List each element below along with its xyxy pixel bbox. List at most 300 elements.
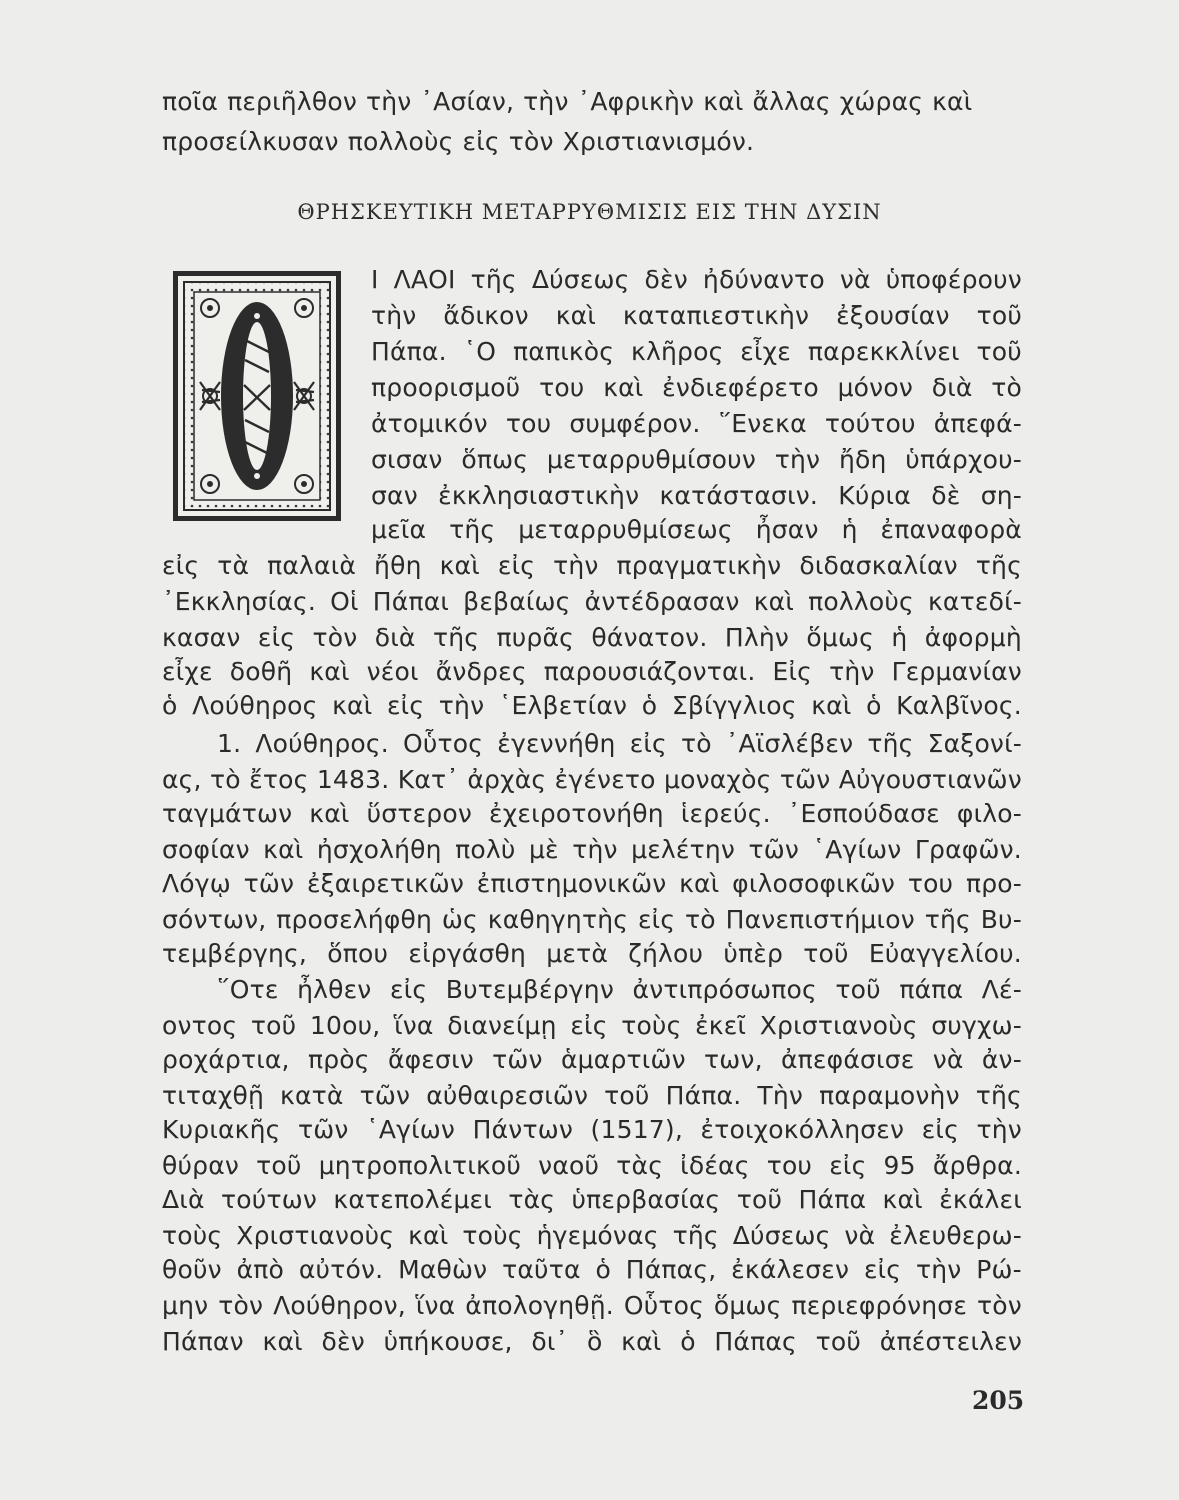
word: Βυτεμβέργην [445,975,614,1004]
word: ση- [980,481,1022,510]
word: Λέ- [981,975,1022,1004]
word: Λούθηρος [192,691,318,720]
word: ἤδη [838,445,887,474]
word: ἄφεσιν [387,1045,474,1074]
word: δι᾿ [531,1327,569,1356]
word: πάπα [899,975,964,1004]
word: καθηγητὴς [487,905,629,934]
word: καὶ [621,1327,662,1356]
word: ζήλου [628,939,704,968]
word: ἀντέδρασαν [584,587,740,616]
word: ὑπήκουσε, [383,1327,513,1356]
word: Πάπαν [162,1327,244,1356]
word: ῾Αγίων [812,835,902,864]
word: μεταρρυθμίσουν [546,445,757,474]
word: νέοι [366,657,419,686]
word: του [766,1151,813,1180]
text-line [371,444,1022,476]
word: προσελήφθη [276,905,433,934]
word: ὑποφέρουν [885,265,1022,294]
word: τὴν [976,1115,1022,1144]
word: μεῖα [371,515,427,544]
word: τοῦ [835,975,881,1004]
word: τῆς [975,1081,1022,1110]
word: 1. [217,729,242,758]
word: τοὺς [162,1221,223,1250]
word: ἔτος [249,765,309,794]
word: ῞Ενεκα [718,409,807,438]
word: τοῦ [976,337,1022,366]
word: διὰ [931,373,973,402]
word: καὶ [408,1221,449,1250]
word: Λούθηρος. [255,729,389,758]
word: Πάπας [714,1327,797,1356]
word: τὸν [508,127,554,156]
word: πολλοὺς [347,127,454,156]
word: ἦσαν [755,515,819,544]
word: ἐνδιεφέρετο [662,373,819,402]
word: Χριστιανισμόν. [562,127,755,156]
word: βεβαίως [463,587,571,616]
word: ΛΑΟΙ [393,265,456,294]
word: τῶν [359,1081,411,1110]
word: τὴν [774,445,821,474]
word: καὶ [332,691,373,720]
word: καὶ [882,1185,923,1214]
word: τὴν [829,657,875,686]
word: τὴν [553,551,599,580]
word: νὰ [932,1045,964,1074]
text-line [162,1044,1022,1076]
word: ὕστερον [366,799,473,828]
text-line [162,690,1022,722]
word: ἐγεννήθη [497,729,616,758]
word: ᾿Εκκλησίας. [162,587,317,616]
word: τὴν [915,1255,962,1284]
word: κατεπολέμει [333,1185,492,1214]
word: Εἰς [772,657,813,686]
word: τοὺς [621,1011,682,1040]
word: ῞Οτε [217,975,279,1004]
text-line [162,868,1022,900]
word: νὰ [844,1221,876,1250]
text-line [162,1326,1022,1358]
word: ἄδικον [443,301,529,330]
word: κλῆρος [631,337,724,366]
text-line [162,622,1022,654]
word: Πάπας, [625,1255,717,1284]
word: του [907,869,954,898]
word: εἶχε [162,657,213,686]
word: τοὺς [462,1221,523,1250]
word: ἀν- [981,1045,1022,1074]
word: παραμονὴν [819,1081,960,1110]
word: τῆς [672,1221,719,1250]
text-line [371,480,1022,512]
word: δὲ [931,481,961,510]
word: τοῦ [976,301,1022,330]
word: ἐχειροτονήθη [489,799,664,828]
page-number: 205 [972,1386,1025,1415]
word: τῆς [924,905,971,934]
word: ἰδέας [680,1151,750,1180]
word: ας, [162,765,202,794]
word: τὸ [210,765,241,794]
text-line [162,586,1022,618]
word: εἰς [162,551,200,580]
word: τὸν [312,623,358,652]
word: Καλβῖνος. [896,691,1022,720]
word: πραγματικὴν [616,551,782,580]
word: τὴν [371,301,417,330]
word: Διὰ [162,1185,205,1214]
word: τῆς [975,551,1022,580]
word: ἀντιπρόσωπος [632,975,817,1004]
word: ἐξουσίαν [836,301,950,330]
word: Σαξονί- [927,729,1022,758]
word: Γερμανίαν [891,657,1022,686]
word: θάνατον. [591,623,708,652]
word: τὰ [217,551,250,580]
word: ροχάρτια, [162,1045,290,1074]
word: ἐπιστημονικῶν [476,869,667,898]
word: κατεδί- [928,587,1022,616]
word: ἀπεφάσισε [780,1045,915,1074]
word: καὶ [811,691,852,720]
word: ταῦτα [502,1255,581,1284]
text-line [162,1254,1022,1286]
text-line [162,764,1022,796]
text-line [217,728,1022,760]
word: καὶ [263,835,304,864]
word: πρὸς [307,1045,370,1074]
word: τούτου [824,409,916,438]
word: ὅμως [713,1291,782,1320]
word: ἠσχολήθη [316,835,442,864]
word: Οὗτος [623,1291,705,1320]
word: σαν [371,481,418,510]
word: Οἱ [330,587,359,616]
word: 1483. [316,765,390,794]
word: κασαν [162,623,241,652]
text-line [162,1080,1022,1112]
word: διδασκαλίαν [799,551,958,580]
word: ἐπαναφορὰ [880,515,1022,544]
word: ὁ [866,691,882,720]
word: καὶ [555,301,596,330]
word: τὴν [365,87,412,116]
word: τιταχθῇ [162,1081,265,1110]
word: τὸ [991,373,1022,402]
text-line [162,904,1022,936]
word: ἀρχὰς [467,765,547,794]
word: καὶ [703,87,744,116]
word: του [539,373,585,402]
word: σοφίαν [162,835,250,864]
word: Πανεπιστήμιον [725,905,915,934]
word: μελέτην [631,835,736,864]
word: ὅμως [806,623,875,652]
word: παρουσιάζονται. [543,657,756,686]
word: ἄλλας [752,87,831,116]
word: Κυριακῆς [162,1115,281,1144]
word: Πάντων [472,1115,574,1144]
text-line [162,1220,1022,1252]
word: ἵνα [394,1011,434,1040]
ornamental-drop-cap [172,270,342,522]
word: τὰς [508,1185,556,1214]
word: δὲν [321,1327,365,1356]
word: τὸ [681,729,712,758]
text-line [162,86,1022,118]
word: μοναχὸς [664,765,772,794]
word: εἰς [629,729,667,758]
word: εἰς [386,691,425,720]
word: Σβίγγλιος [671,691,797,720]
text-line [371,408,1022,440]
word: Κύρια [838,481,911,510]
word: ἡ [841,515,858,544]
word: εἰς [921,1115,959,1144]
word: (1517), [590,1115,684,1144]
word: ποῖα [162,87,219,116]
word: εἰς [863,1255,902,1284]
word: τοῦ [815,1327,862,1356]
word: θύραν [162,1151,240,1180]
word: ῾Ελβετίαν [498,691,628,720]
word: σισαν [371,445,443,474]
word: Χριστιανοὺς [236,1221,395,1250]
word: εἰργάσθη [408,939,527,968]
word: τῆς [470,265,517,294]
word: προ- [965,869,1022,898]
word: ὑπερβασίας [571,1185,721,1214]
word: κατάστασιν. [659,481,819,510]
word: προσείλκυσαν [162,127,339,156]
word: τὸν [976,1291,1022,1320]
word: Ι [371,265,379,294]
word: Λούθηρον, [273,1291,406,1320]
word: Βυ- [980,905,1022,934]
word: ὅπως [461,445,529,474]
word: χώρας [839,87,924,116]
word: φιλοσοφικῶν [732,869,896,898]
word: θοῦν [162,1255,222,1284]
word: μὲ [528,835,559,864]
word: καὶ [262,1327,303,1356]
word: καὶ [753,587,794,616]
text-line [162,656,1022,688]
word: τὸν [218,1291,264,1320]
word: μόνον [837,373,913,402]
word: τὸ [685,905,716,934]
word: ᾿Αϊσλέβεν [725,729,854,758]
word: ἐκκλησιαστικὴν [438,481,640,510]
word: εἰς [570,1011,608,1040]
word: τῶν [492,1045,543,1074]
word: εἰς [637,905,676,934]
word: ὁ [680,1327,696,1356]
word: τοῦ [604,1081,650,1110]
word: ἐκεῖ [695,1011,747,1040]
text-line [371,372,1022,404]
word: παλαιὰ [267,551,357,580]
word: καὶ [309,799,350,828]
word: Τὴν [757,1081,804,1110]
word: συγχω- [931,1011,1022,1040]
word: ὁ [595,1255,611,1284]
text-line [162,1150,1022,1182]
word: τῆς [432,623,480,652]
word: ὡς [441,905,478,934]
word: ἐκάλει [939,1185,1022,1214]
word: ναοῦ [538,1151,600,1180]
word: 10ου, [309,1011,381,1040]
word: ἡ [891,623,908,652]
word: μην [162,1291,209,1320]
word: ὃ [586,1327,603,1356]
word: ἦλθεν [297,975,372,1004]
text-line [162,938,1022,970]
word: ὑπάρχου- [905,445,1022,474]
word: ἀπεφά- [933,409,1022,438]
word: μετὰ [546,939,609,968]
word: τούτων [221,1185,318,1214]
word: Κατ᾿ [397,765,459,794]
word: Δύσεως [531,265,630,294]
word: εἰς [497,551,536,580]
word: ἄρθρα. [932,1151,1022,1180]
word: Πλὴν [724,623,790,652]
word: ἀφορμὴ [924,623,1022,652]
word: συμφέρον. [569,409,701,438]
word: Οὗτος [403,729,484,758]
word: ἐλευθερω- [889,1221,1022,1250]
word: τὴν [438,691,485,720]
word: διὰ [374,623,416,652]
word: φιλο- [956,799,1022,828]
word: δὲν [644,265,688,294]
word: τῶν [779,765,831,794]
text-line [162,1010,1022,1042]
word: Δύσεως [732,1221,831,1250]
word: ἀπέστειλεν [879,1327,1022,1356]
word: ἀπὸ [236,1255,285,1284]
word: ἐτοιχοκόλλησεν [700,1115,905,1144]
word: των, [704,1045,763,1074]
word: οντος [162,1011,238,1040]
word: μητροπολιτικοῦ [318,1151,522,1180]
word: ᾿Εσπούδασε [787,799,940,828]
text-line [162,1184,1022,1216]
word: παπικὸς [513,337,615,366]
word: ᾿Ασίαν, [420,87,515,116]
word: Πάπα. [371,337,447,366]
word: καταπιεστικὴν [622,301,810,330]
word: ἤθη [374,551,422,580]
word: ἠδύναντο [702,265,825,294]
word: μεταρρυθμίσεως [518,515,733,544]
word: ἡγεμόνας [536,1221,659,1250]
word: Πάπα. [665,1081,742,1110]
text-line [371,514,1022,546]
word: καὶ [439,551,480,580]
word: εἰς [829,1151,867,1180]
word: ἄνδρες [435,657,527,686]
word: ἁμαρτιῶν [561,1045,686,1074]
word: τοῦ [256,1151,302,1180]
word: ῾Αγίων [366,1115,456,1144]
word: διανείμῃ [447,1011,557,1040]
section-heading: ΘΡΗΣΚΕΥΤΙΚΗ ΜΕΤΑΡΡΥΘΜΙΣΙΣ ΕΙΣ ΤΗΝ ΔΥΣΙΝ [297,200,882,224]
word: τῶν [298,1115,349,1144]
word: τῆς [867,729,914,758]
word: Μαθὼν [398,1255,488,1284]
word: ἐγένετο [554,765,656,794]
word: ἐκάλεσεν [731,1255,850,1284]
text-line [162,1290,1022,1322]
word: ῾Ο [463,337,497,366]
word: νὰ [839,265,871,294]
word: εἶχε [740,337,792,366]
word: τὴν [572,835,618,864]
word: εἰς [462,127,500,156]
word: ἀτομικόν [371,409,488,438]
word: περιῆλθον [227,87,357,116]
word: ἱερεύς. [680,799,771,828]
word: τῆς [449,515,496,544]
word: κατὰ [280,1081,344,1110]
text-line [371,300,1022,332]
word: Χριστιανοὺς [759,1011,918,1040]
text-line [162,798,1022,830]
word: εἰς [390,975,428,1004]
word: του [505,409,552,438]
word: σόντων, [162,905,267,934]
word: τεμβέργης, [162,939,308,968]
text-line [162,126,1022,158]
word: προορισμοῦ [371,373,521,402]
word: πολὺ [455,835,516,864]
text-line [162,550,1022,582]
word: καὶ [932,87,973,116]
word: καὶ [603,373,644,402]
text-line [371,336,1022,368]
word: αὐθαιρεσιῶν [426,1081,589,1110]
word: τὴν [523,87,569,116]
word: Πάπαι [372,587,450,616]
word: ταγμάτων [162,799,293,828]
word: Λόγῳ [162,869,231,898]
word: ὁ [162,691,178,720]
word: ὅπου [327,939,389,968]
word: τοῦ [250,1011,297,1040]
text-line [217,974,1022,1006]
word: ὑπὲρ [723,939,784,968]
word: καὶ [679,869,720,898]
word: πολλοὺς [808,587,914,616]
word: τὰς [616,1151,664,1180]
word: Εὐαγγελίου. [868,939,1022,968]
word: ἵνα [415,1291,456,1320]
word: παρεκκλίνει [807,337,960,366]
word: ᾿Αφρικὴν [577,87,695,116]
word: πυρᾶς [496,623,575,652]
word: ἐξαιρετικῶν [306,869,465,898]
word: εἰς [257,623,296,652]
text-line [371,264,1022,296]
word: αὐτόν. [298,1255,384,1284]
